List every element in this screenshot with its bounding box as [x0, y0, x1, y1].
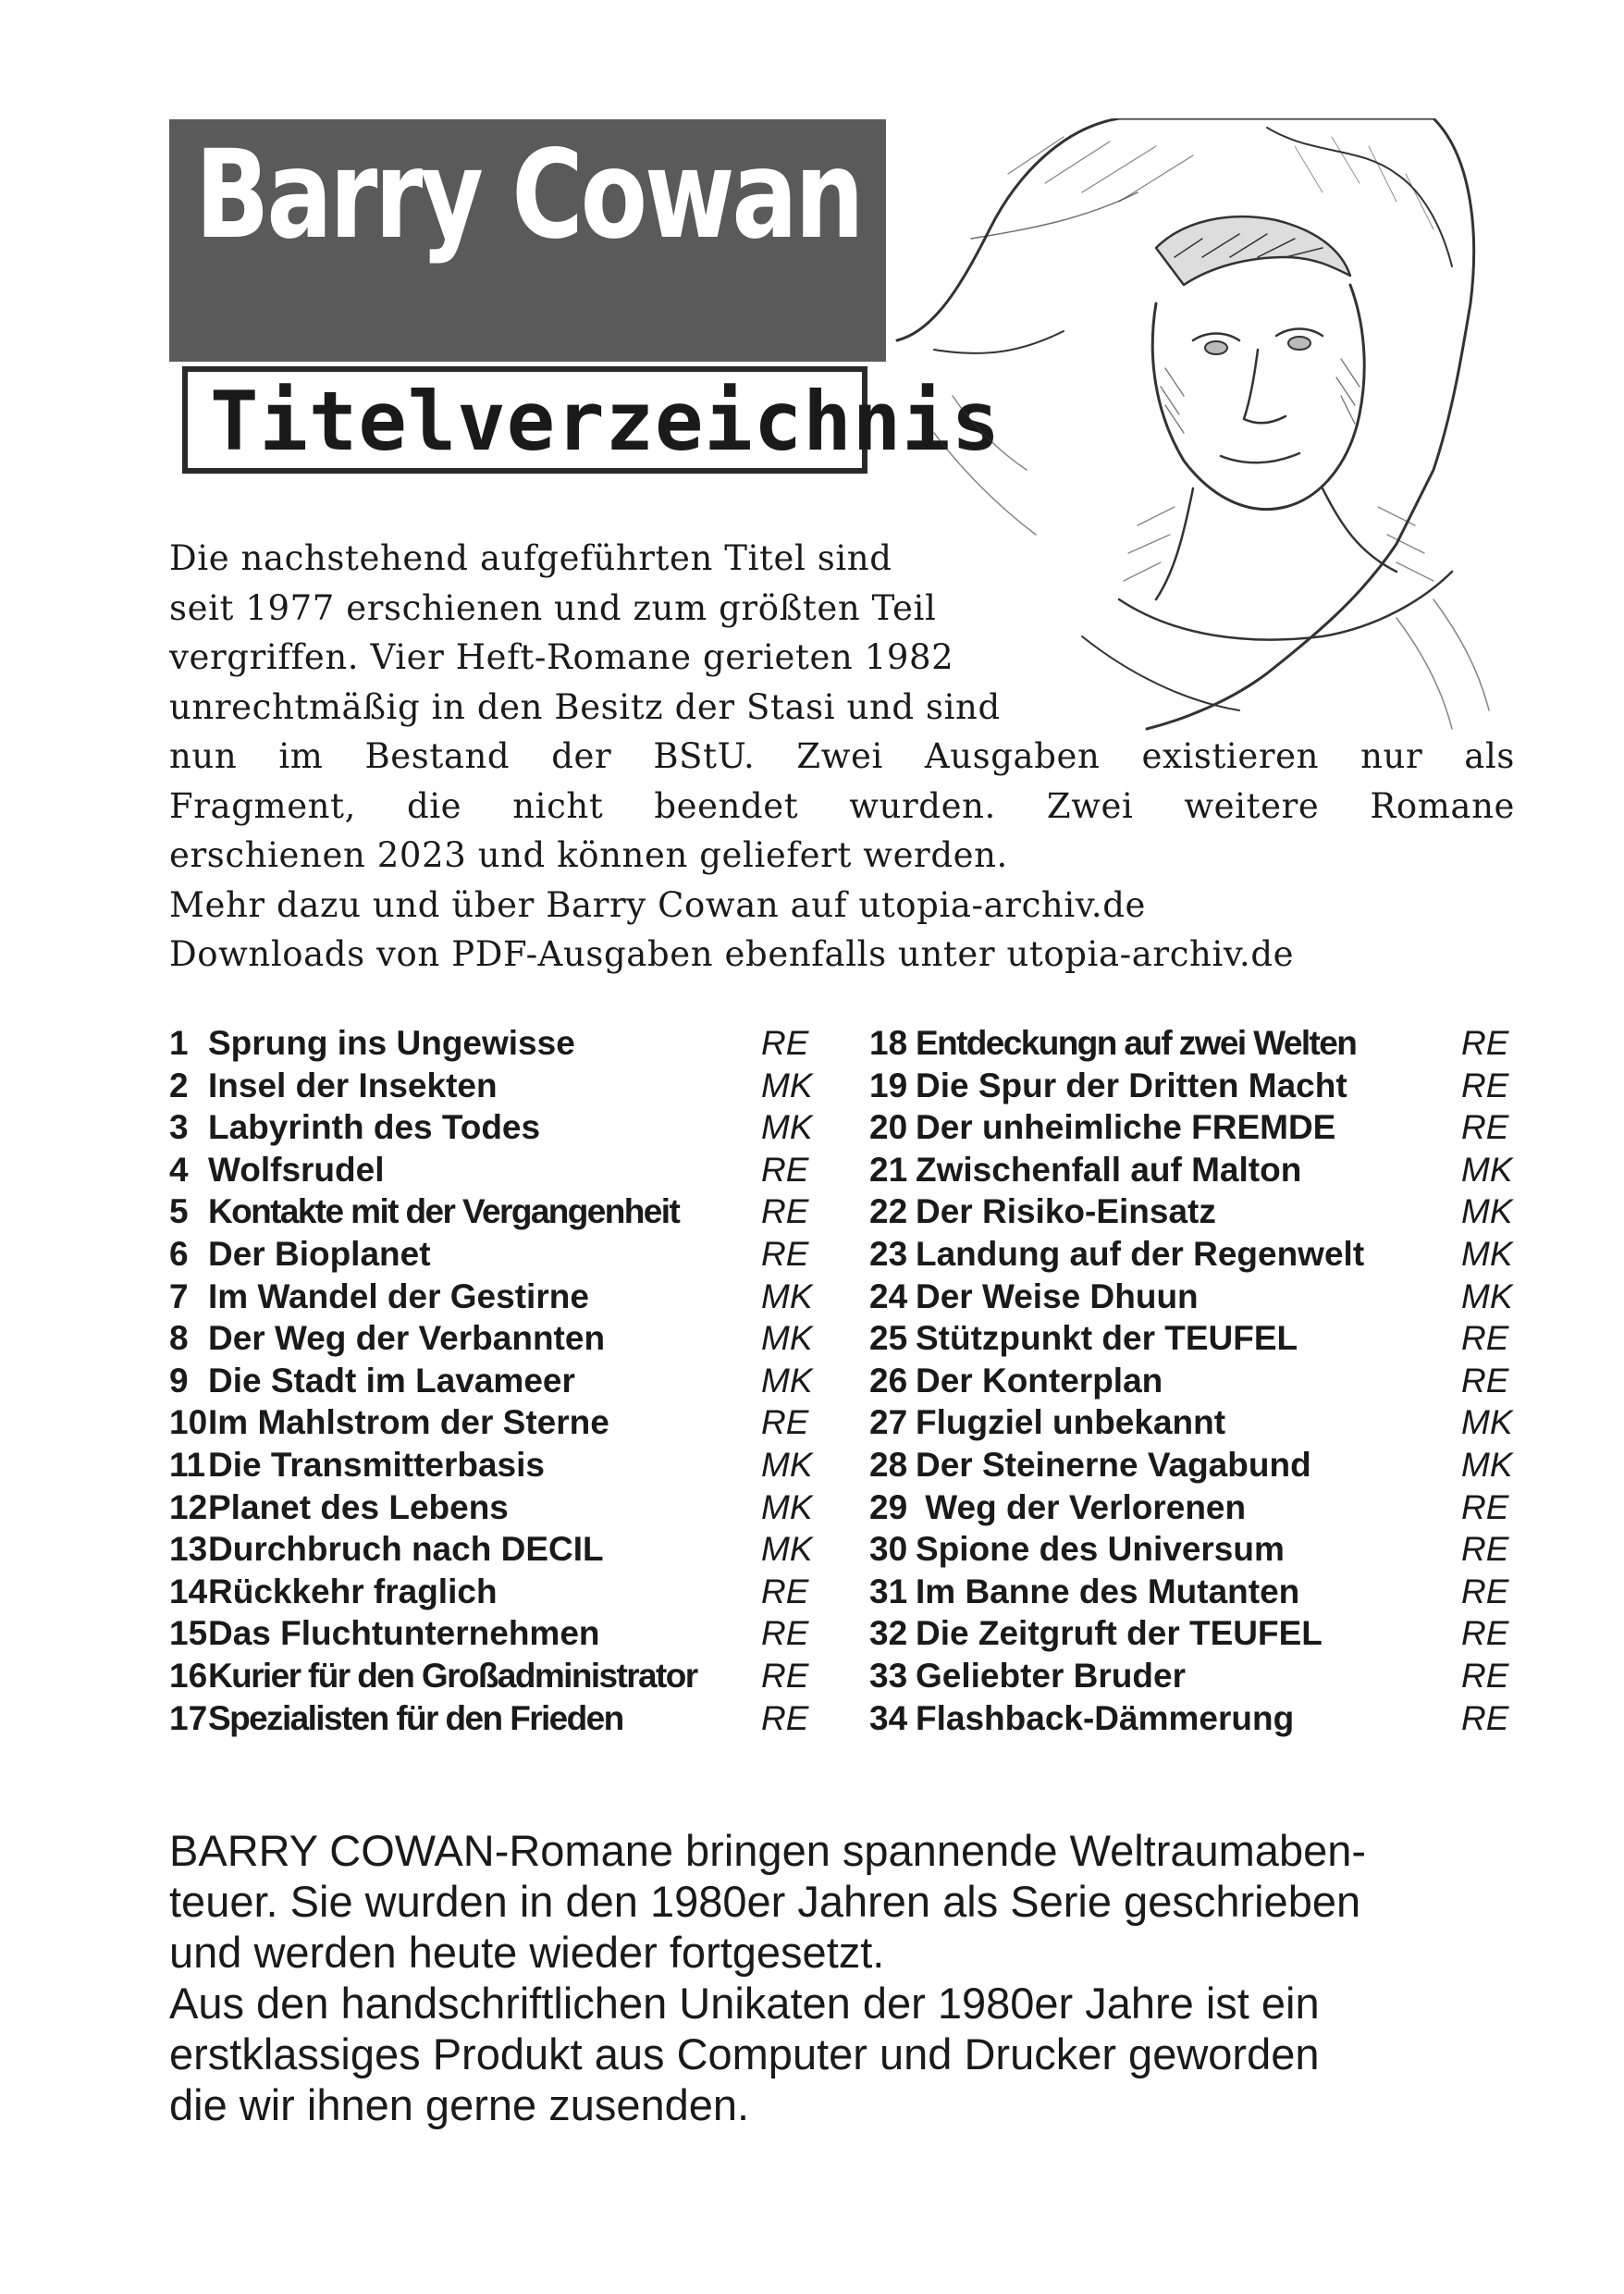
title-row: [169, 1106, 817, 1149]
title-name: Der Konterplan: [916, 1361, 1163, 1400]
title-row: [169, 1276, 817, 1318]
title-author-code: MK: [761, 1361, 813, 1400]
title-row: [869, 1276, 1517, 1318]
title-number: 28: [869, 1445, 908, 1484]
title-name: Der unheimliche FREMDE: [916, 1108, 1336, 1147]
title-number: 12: [169, 1487, 208, 1526]
title-name: Das Fluchtunternehmen: [208, 1614, 600, 1653]
title-name: Kontakte mit der Vergangenheit: [208, 1192, 680, 1231]
title-number: 30: [869, 1530, 908, 1569]
title-name: Weg der Verlorenen: [916, 1487, 1247, 1526]
title-row: [169, 1697, 817, 1740]
intro-line: Mehr dazu und über Barry Cowan auf utopia-archiv.de: [169, 884, 1147, 925]
title-row: [169, 1528, 817, 1571]
title-name: Durchbruch nach DECIL: [208, 1530, 604, 1569]
outro-line: erstklassiges Produkt aus Computer und Drucker geworden: [169, 2029, 1320, 2078]
title-name: Die Stadt im Lavameer: [208, 1361, 575, 1400]
title-number: 29: [869, 1487, 908, 1526]
title-author-code: MK: [1461, 1276, 1513, 1315]
title-number: 24: [869, 1276, 908, 1315]
title-number: 34: [869, 1698, 908, 1737]
title-author-code: MK: [761, 1445, 813, 1484]
title-author-code: RE: [761, 1150, 809, 1189]
title-author-code: MK: [1461, 1445, 1513, 1484]
page-subtitle: Titelverzeichnis: [210, 374, 1002, 469]
title-author-code: RE: [1461, 1614, 1509, 1653]
title-number: 1: [169, 1024, 189, 1062]
title-name: Der Risiko-Einsatz: [916, 1192, 1216, 1231]
intro-line: Die nachstehend aufgeführten Titel sind: [169, 538, 892, 578]
title-author-code: MK: [761, 1066, 813, 1104]
title-row: [869, 1444, 1517, 1486]
title-number: 25: [869, 1319, 908, 1358]
title-row: [169, 1022, 817, 1065]
intro-line: unrechtmäßig in den Besitz der Stasi und sind: [169, 686, 1001, 727]
title-number: 32: [869, 1614, 908, 1653]
title-row: [869, 1149, 1517, 1191]
title-author-code: RE: [761, 1192, 809, 1231]
title-name: Flashback-Dämmerung: [916, 1698, 1295, 1737]
title-author-code: MK: [761, 1276, 813, 1315]
title-row: [869, 1233, 1517, 1276]
title-row: [869, 1106, 1517, 1149]
title-number: 16: [169, 1656, 208, 1695]
title-list-left: [169, 1022, 817, 1739]
title-banner: [169, 119, 886, 362]
title-name: Im Mahlstrom der Sterne: [208, 1403, 609, 1442]
title-author-code: MK: [761, 1530, 813, 1569]
title-list-right: [869, 1022, 1517, 1739]
title-number: 11: [169, 1445, 206, 1484]
title-name: Die Transmitterbasis: [208, 1445, 545, 1484]
title-row: [869, 1697, 1517, 1740]
title-name: Zwischenfall auf Malton: [916, 1150, 1302, 1189]
title-name: Labyrinth des Todes: [208, 1108, 541, 1147]
intro-line: Downloads von PDF-Ausgaben ebenfalls unter utopia-archiv.de: [169, 934, 1295, 974]
intro-line: erschienen 2023 und können geliefert werden.: [169, 835, 1008, 875]
title-name: Die Spur der Dritten Macht: [916, 1066, 1347, 1104]
title-row: [169, 1065, 817, 1107]
title-number: 17: [169, 1698, 208, 1737]
title-name: Flugziel unbekannt: [916, 1403, 1226, 1442]
title-name: Der Weise Dhuun: [916, 1276, 1199, 1315]
title-author-code: RE: [1461, 1108, 1509, 1147]
title-row: [169, 1401, 817, 1444]
title-name: Geliebter Bruder: [916, 1656, 1186, 1695]
title-row: [869, 1571, 1517, 1613]
title-name: Landung auf der Regenwelt: [916, 1234, 1365, 1273]
outro-line: teuer. Sie wurden in den 1980er Jahren als Serie geschrieben: [169, 1877, 1361, 1926]
title-author-code: MK: [1461, 1234, 1513, 1273]
title-name: Spezialisten für den Frieden: [208, 1698, 623, 1737]
title-name: Entdeckungn auf zwei Welten: [916, 1024, 1357, 1062]
title-row: [169, 1571, 817, 1613]
title-row: [869, 1022, 1517, 1065]
intro-line: seit 1977 erschienen und zum größten Teil: [169, 587, 937, 628]
title-number: 19: [869, 1066, 908, 1104]
outro-line: Aus den handschriftlichen Unikaten der 1980er Jahre ist ein: [169, 1979, 1320, 2028]
title-author-code: RE: [1461, 1656, 1509, 1695]
title-number: 15: [169, 1614, 208, 1653]
title-number: 8: [169, 1319, 189, 1358]
title-author-code: RE: [1461, 1066, 1509, 1104]
title-name: Sprung ins Ungewisse: [208, 1024, 575, 1062]
page-title: Barry Cowan: [195, 124, 862, 266]
title-number: 13: [169, 1530, 208, 1569]
title-number: 18: [869, 1024, 908, 1062]
title-author-code: RE: [1461, 1361, 1509, 1400]
title-name: Insel der Insekten: [208, 1066, 498, 1104]
title-number: 22: [869, 1192, 908, 1231]
title-author-code: RE: [1461, 1024, 1509, 1062]
title-name: Kurier für den Großadministrator: [208, 1656, 697, 1695]
title-name: Planet des Lebens: [208, 1487, 509, 1526]
title-row: [869, 1065, 1517, 1107]
title-number: 9: [169, 1361, 189, 1400]
title-row: [869, 1360, 1517, 1402]
title-number: 20: [869, 1108, 908, 1147]
title-row: [169, 1149, 817, 1191]
title-author-code: MK: [761, 1487, 813, 1526]
header-block: [169, 119, 1002, 489]
title-number: 3: [169, 1108, 189, 1147]
title-number: 33: [869, 1656, 908, 1695]
title-number: 31: [869, 1572, 908, 1610]
title-name: Der Steinerne Vagabund: [916, 1445, 1311, 1484]
outro-line: BARRY COWAN-Romane bringen spannende Weltraumaben-: [169, 1826, 1367, 1875]
title-row: [169, 1233, 817, 1276]
title-author-code: MK: [761, 1319, 813, 1358]
intro-line: vergriffen. Vier Heft-Romane gerieten 1982: [169, 637, 954, 677]
title-author-code: RE: [1461, 1319, 1509, 1358]
subtitle-box: [182, 366, 1002, 474]
title-row: [169, 1317, 817, 1360]
title-row: [869, 1486, 1517, 1529]
title-number: 7: [169, 1276, 189, 1315]
title-number: 4: [169, 1150, 189, 1189]
title-row: [169, 1486, 817, 1529]
title-row: [869, 1655, 1517, 1697]
title-number: 6: [169, 1234, 189, 1273]
title-number: 27: [869, 1403, 908, 1442]
title-author-code: RE: [1461, 1487, 1509, 1526]
title-row: [869, 1528, 1517, 1571]
intro-line: Fragment, die nicht beendet wurden. Zwei weitere Romane: [169, 785, 1515, 826]
outro-line: und werden heute wieder fortgesetzt.: [169, 1928, 885, 1977]
title-author-code: MK: [1461, 1150, 1513, 1189]
title-author-code: RE: [1461, 1530, 1509, 1569]
title-number: 5: [169, 1192, 189, 1231]
intro-line: nun im Bestand der BStU. Zwei Ausgaben existieren nur als: [169, 736, 1515, 776]
title-number: 10: [169, 1403, 208, 1442]
title-author-code: MK: [761, 1108, 813, 1147]
title-name: Im Banne des Mutanten: [916, 1572, 1300, 1610]
title-name: Der Bioplanet: [208, 1234, 431, 1273]
title-author-code: MK: [1461, 1192, 1513, 1231]
title-name: Wolfsrudel: [208, 1150, 385, 1189]
title-author-code: RE: [761, 1656, 809, 1695]
title-number: 21: [869, 1150, 908, 1189]
title-name: Stützpunkt der TEUFEL: [916, 1319, 1298, 1358]
title-row: [169, 1190, 817, 1233]
title-author-code: RE: [1461, 1572, 1509, 1610]
title-name: Im Wandel der Gestirne: [208, 1276, 589, 1315]
intro-paragraph: [169, 534, 1519, 980]
title-author-code: RE: [761, 1403, 809, 1442]
title-name: Der Weg der Verbannten: [208, 1319, 606, 1358]
outro-paragraph: [169, 1825, 1529, 2130]
title-row: [169, 1360, 817, 1402]
title-name: Die Zeitgruft der TEUFEL: [916, 1614, 1323, 1653]
title-number: 26: [869, 1361, 908, 1400]
outro-line: die wir ihnen gerne zusenden.: [169, 2080, 750, 2129]
title-row: [869, 1317, 1517, 1360]
title-author-code: MK: [1461, 1403, 1513, 1442]
title-author-code: RE: [761, 1234, 809, 1273]
title-author-code: RE: [761, 1698, 809, 1737]
title-author-code: RE: [761, 1614, 809, 1653]
title-number: 23: [869, 1234, 908, 1273]
title-row: [869, 1401, 1517, 1444]
title-row: [169, 1655, 817, 1697]
title-name: Rückkehr fraglich: [208, 1572, 498, 1610]
title-author-code: RE: [1461, 1698, 1509, 1737]
title-row: [869, 1190, 1517, 1233]
title-author-code: RE: [761, 1572, 809, 1610]
title-number: 2: [169, 1066, 189, 1104]
title-name: Spione des Universum: [916, 1530, 1285, 1569]
title-row: [169, 1444, 817, 1486]
title-row: [169, 1612, 817, 1655]
title-number: 14: [169, 1572, 208, 1610]
title-author-code: RE: [761, 1024, 809, 1062]
title-row: [869, 1612, 1517, 1655]
